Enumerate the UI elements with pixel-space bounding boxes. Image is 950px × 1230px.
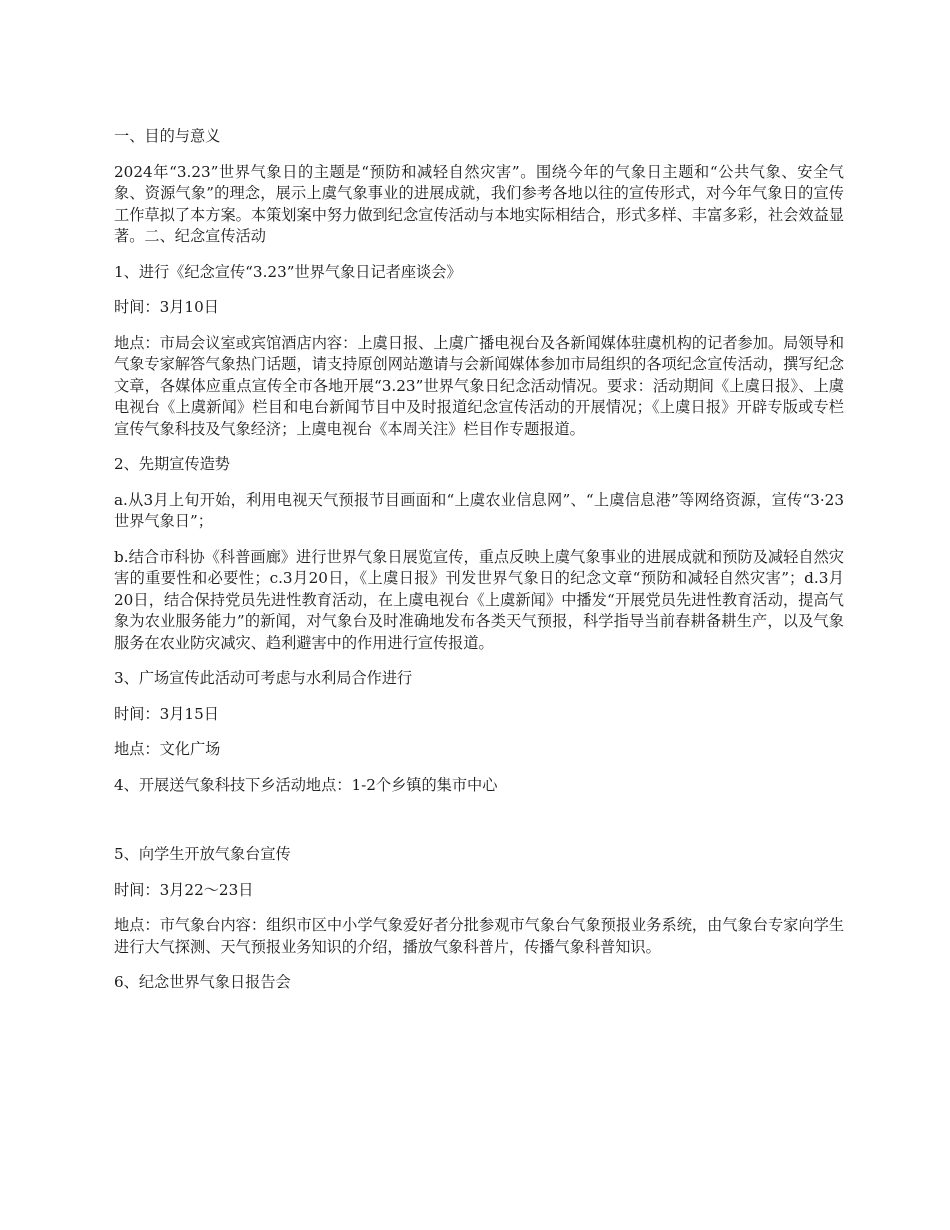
activity-1-time: 时间：3月10日 — [114, 298, 219, 316]
activity-1-details: 地点：市局会议室或宾馆酒店内容：上虞日报、上虞广播电视台及各新闻媒体驻虞机构的记者参加。局领导和气象专家解答气象热门话题，请支持原创网站邀请与会新闻媒体参加市局组织的各项纪念宣传活动，撰写纪念文章，各媒体应重点宣传全市各地开展“3.23”世界气象日纪念活动情况。要求：活动期间《上虞日报》、上虞电视台《上虞新闻》栏目和电台新闻节目中及时报道纪念宣传活动的开展情况；《上虞日报》开辟专版或专栏宣传气象科技及气象经济；上虞电视台《本周关注》栏目作专题报道。 — [114, 333, 844, 438]
activity-3-location: 地点：文化广场 — [114, 740, 221, 758]
activity-heading-6: 6、纪念世界气象日报告会 — [114, 973, 291, 991]
document-page — [114, 126, 844, 1008]
intro-paragraph: 2024年“3.23”世界气象日的主题是“预防和减轻自然灾害”。围绕今年的气象日主题和“公共气象、安全气象、资源气象”的理念，展示上虞气象事业的进展成就，我们参考各地以往的宣传形式，对今年气象日的宣传工作草拟了本方案。本策划案中努力做到纪念宣传活动与本地实际相结合，形式多样、丰富多彩，社会效益显著。二、纪念宣传活动 — [114, 162, 844, 245]
activity-heading-3: 3、广场宣传此活动可考虑与水利局合作进行 — [114, 669, 413, 687]
activity-3-time: 时间：3月15日 — [114, 704, 219, 723]
activity-5-details: 地点：市气象台内容：组织市区中小学气象爱好者分批参观市气象台气象预报业务系统，由气象台专家向学生进行大气探测、天气预报业务知识的介绍，播放气象科普片，传播气象科普知识。 — [114, 916, 844, 956]
activity-heading-2: 2、先期宣传造势 — [114, 455, 230, 473]
section-heading-purpose: 一、目的与意义 — [114, 127, 221, 145]
activity-2-items-bcd: b.结合市科协《科普画廊》进行世界气象日展览宣传，重点反映上虞气象事业的进展成就和预防及减轻自然灾害的重要性和必要性；c.3月20日，《上虞日报》刊发世界气象日的纪念文章“预防和减轻自然灾害”；d.3月20日，结合保持党员先进性教育活动，在上虞电视台《上虞新闻》中播发“开展党员先进性教育活动，提高气象为农业服务能力”的新闻，对气象台及时准确地发布各类天气预报，科学指导当前春耕备耕生产，以及气象服务在农业防灾减灾、趋利避害中的作用进行宣传报道。 — [114, 547, 844, 652]
activity-heading-5: 5、向学生开放气象台宣传 — [114, 845, 291, 863]
activity-heading-4: 4、开展送气象科技下乡活动地点：1-2个乡镇的集市中心 — [114, 775, 498, 794]
activity-heading-1: 1、进行《纪念宣传“3.23”世界气象日记者座谈会》 — [114, 262, 462, 281]
activity-2-item-a: a.从3月上旬开始，利用电视天气预报节目画面和“上虞农业信息网”、“上虞信息港”等网络资源，宣传“3·23世界气象日”； — [114, 490, 844, 530]
activity-5-time: 时间：3月22～23日 — [114, 880, 254, 899]
